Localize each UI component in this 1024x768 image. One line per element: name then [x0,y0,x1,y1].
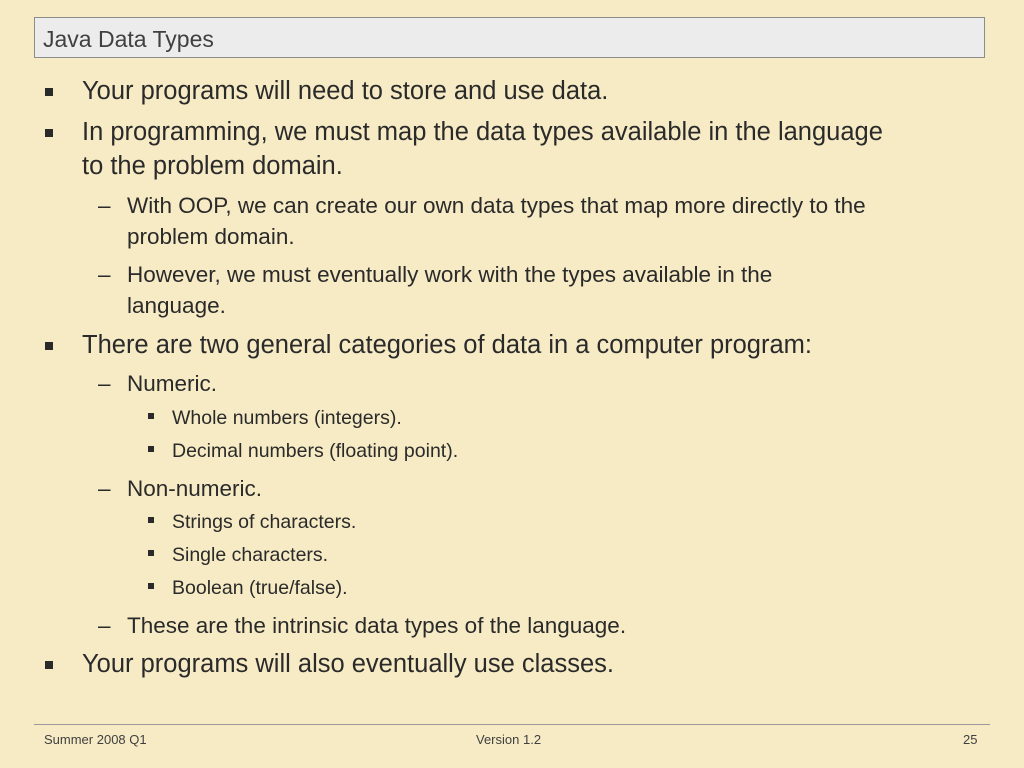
sub-sub-bullet-text: Single characters. [172,544,329,566]
dash-marker: – [98,476,111,501]
bullet-text: There are two general categories of data in a computer program: [82,331,812,359]
sub-bullet-text-continued: language. [127,293,226,318]
bullet-text: In programming, we must map the data types available in the language [82,118,883,146]
bullet-square-icon [45,129,53,137]
small-square-icon [148,550,154,556]
sub-sub-bullet-text: Decimal numbers (floating point). [172,440,459,462]
dash-marker: – [98,613,111,638]
bullet-square-icon [45,342,53,350]
bullet-square-icon [45,88,53,96]
footer-divider [34,724,990,725]
footer-left: Summer 2008 Q1 [44,732,147,747]
small-square-icon [148,446,154,452]
bullet-square-icon [45,661,53,669]
small-square-icon [148,413,154,419]
dash-marker: – [98,371,111,396]
sub-bullet-text: With OOP, we can create our own data types that map more directly to the [127,193,866,218]
sub-bullet-text: However, we must eventually work with the types available in the [127,262,773,287]
dash-marker: – [98,193,111,218]
bullet-text-continued: to the problem domain. [82,152,343,180]
slide-title: Java Data Types [43,26,214,52]
bullet-text: Your programs will need to store and use data. [82,77,609,105]
sub-sub-bullet-text: Whole numbers (integers). [172,407,402,429]
bullet-text: Your programs will also eventually use classes. [82,650,614,678]
small-square-icon [148,517,154,523]
sub-bullet-text-continued: problem domain. [127,224,295,249]
sub-sub-bullet-text: Boolean (true/false). [172,577,348,599]
sub-sub-bullet-text: Strings of characters. [172,511,357,533]
dash-marker: – [98,262,111,287]
page-number: 25 [963,732,978,747]
sub-bullet-text: Non-numeric. [127,476,263,501]
small-square-icon [148,583,154,589]
sub-bullet-text: These are the intrinsic data types of the language. [127,613,627,638]
sub-bullet-text: Numeric. [127,371,218,396]
footer-version: Version 1.2 [476,732,542,747]
